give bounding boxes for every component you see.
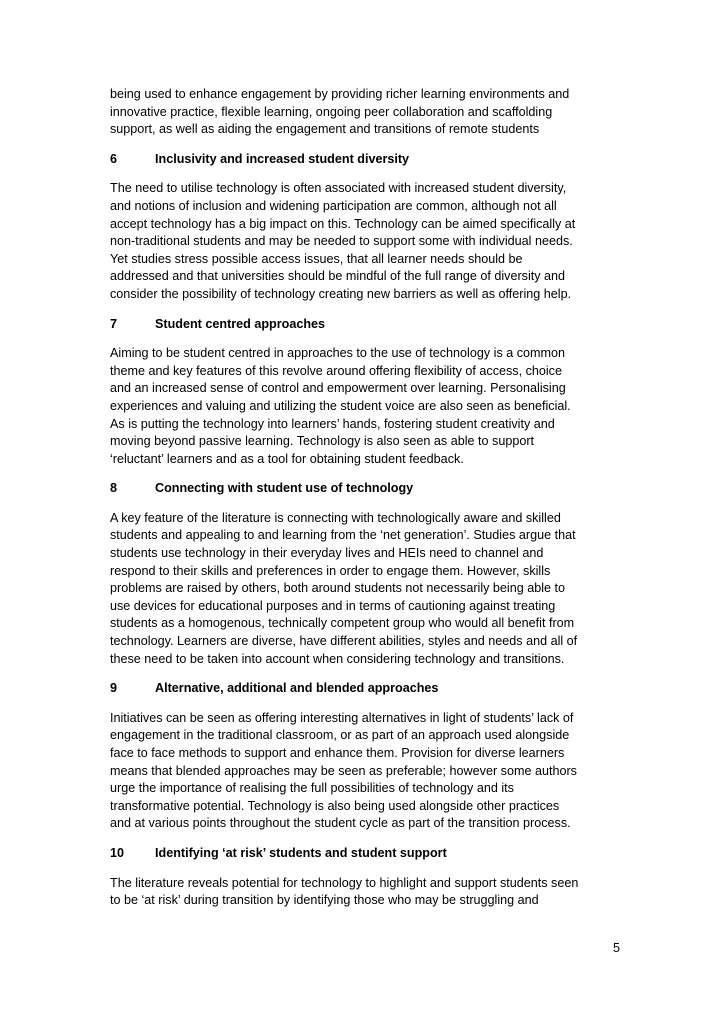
page-number: 5: [612, 941, 620, 955]
section-body-10: The literature reveals potential for technology to highlight and support students seen to be ‘at risk’ during transition by identifying those who may be struggling and: [110, 875, 579, 908]
document-page: [110, 86, 630, 922]
section-heading-7: [110, 316, 630, 334]
section-number: 10: [110, 845, 125, 860]
section-title: Connecting with student use of technology: [155, 481, 414, 496]
section-title: Identifying ‘at risk’ students and student support: [155, 845, 447, 860]
section-number: 7: [110, 316, 118, 331]
section-number: 8: [110, 481, 118, 496]
section-body-9: Initiatives can be seen as offering interesting alternatives in light of students’ lack of engagement in the traditional classroom, or as part of an approach used alongside face to face methods to support and enhance them. Provision for diverse learners means that blended approaches may be seen as preferable; however some authors urge the importance of realising the full possibilities of technology and its transformative potential. Technology is also being used alongside other practices and at various points throughout the student cycle as part of the transition process.: [110, 710, 577, 831]
section-body-6: The need to utilise technology is often associated with increased student diversity, and notions of inclusion and widening participation are common, although not all accept technology has a big impact on this. Technology can be aimed specifically at non-traditional students and may be needed to support some with individual needs. Yet studies stress possible access issues, that all learner needs should be addressed and that universities should be mindful of the full range of diversity and consider the possibility of technology creating new barriers as well as offering help.: [110, 181, 576, 301]
section-body-7: Aiming to be student centred in approaches to the use of technology is a common theme and key features of this revolve around offering flexibility of access, choice and an increased sense of control and empowerment over learning. Personalising experiences and valuing and utilizing the student voice are also seen as beneficial. As is putting the technology into learners’ hands, fostering student creativity and moving beyond passive learning. Technology is also seen as able to support ‘reluctant’ learners and as a tool for obtaining student feedback.: [110, 346, 571, 466]
section-heading-8: [110, 480, 630, 498]
section-title: Inclusivity and increased student diversity: [155, 151, 410, 166]
section-number: 6: [110, 151, 118, 166]
section-title: Alternative, additional and blended approaches: [155, 681, 439, 696]
section-body-8: A key feature of the literature is connecting with technologically aware and skilled students and appealing to and learning from the ‘net generation’. Studies argue that students use technology in their everyday lives and HEIs need to channel and respond to their skills and preferences in order to engage them. However, skills problems are raised by others, both around students not necessarily being able to use devices for educational purposes and in terms of cautioning against treating students as a homogenous, technically competent group who would all benefit from technology. Learners are diverse, have different abilities, styles and needs and all of these need to be taken into account when considering technology and transitions.: [110, 510, 578, 666]
section-heading-6: [110, 151, 630, 169]
section-heading-9: [110, 680, 630, 698]
intro-paragraph: being used to enhance engagement by providing richer learning environments and innovative practice, flexible learning, ongoing peer collaboration and scaffolding support, as well as aiding the engagement and transitions of remote students: [110, 87, 570, 137]
section-title: Student centred approaches: [155, 316, 326, 331]
section-heading-10: [110, 845, 630, 863]
section-number: 9: [110, 681, 118, 696]
